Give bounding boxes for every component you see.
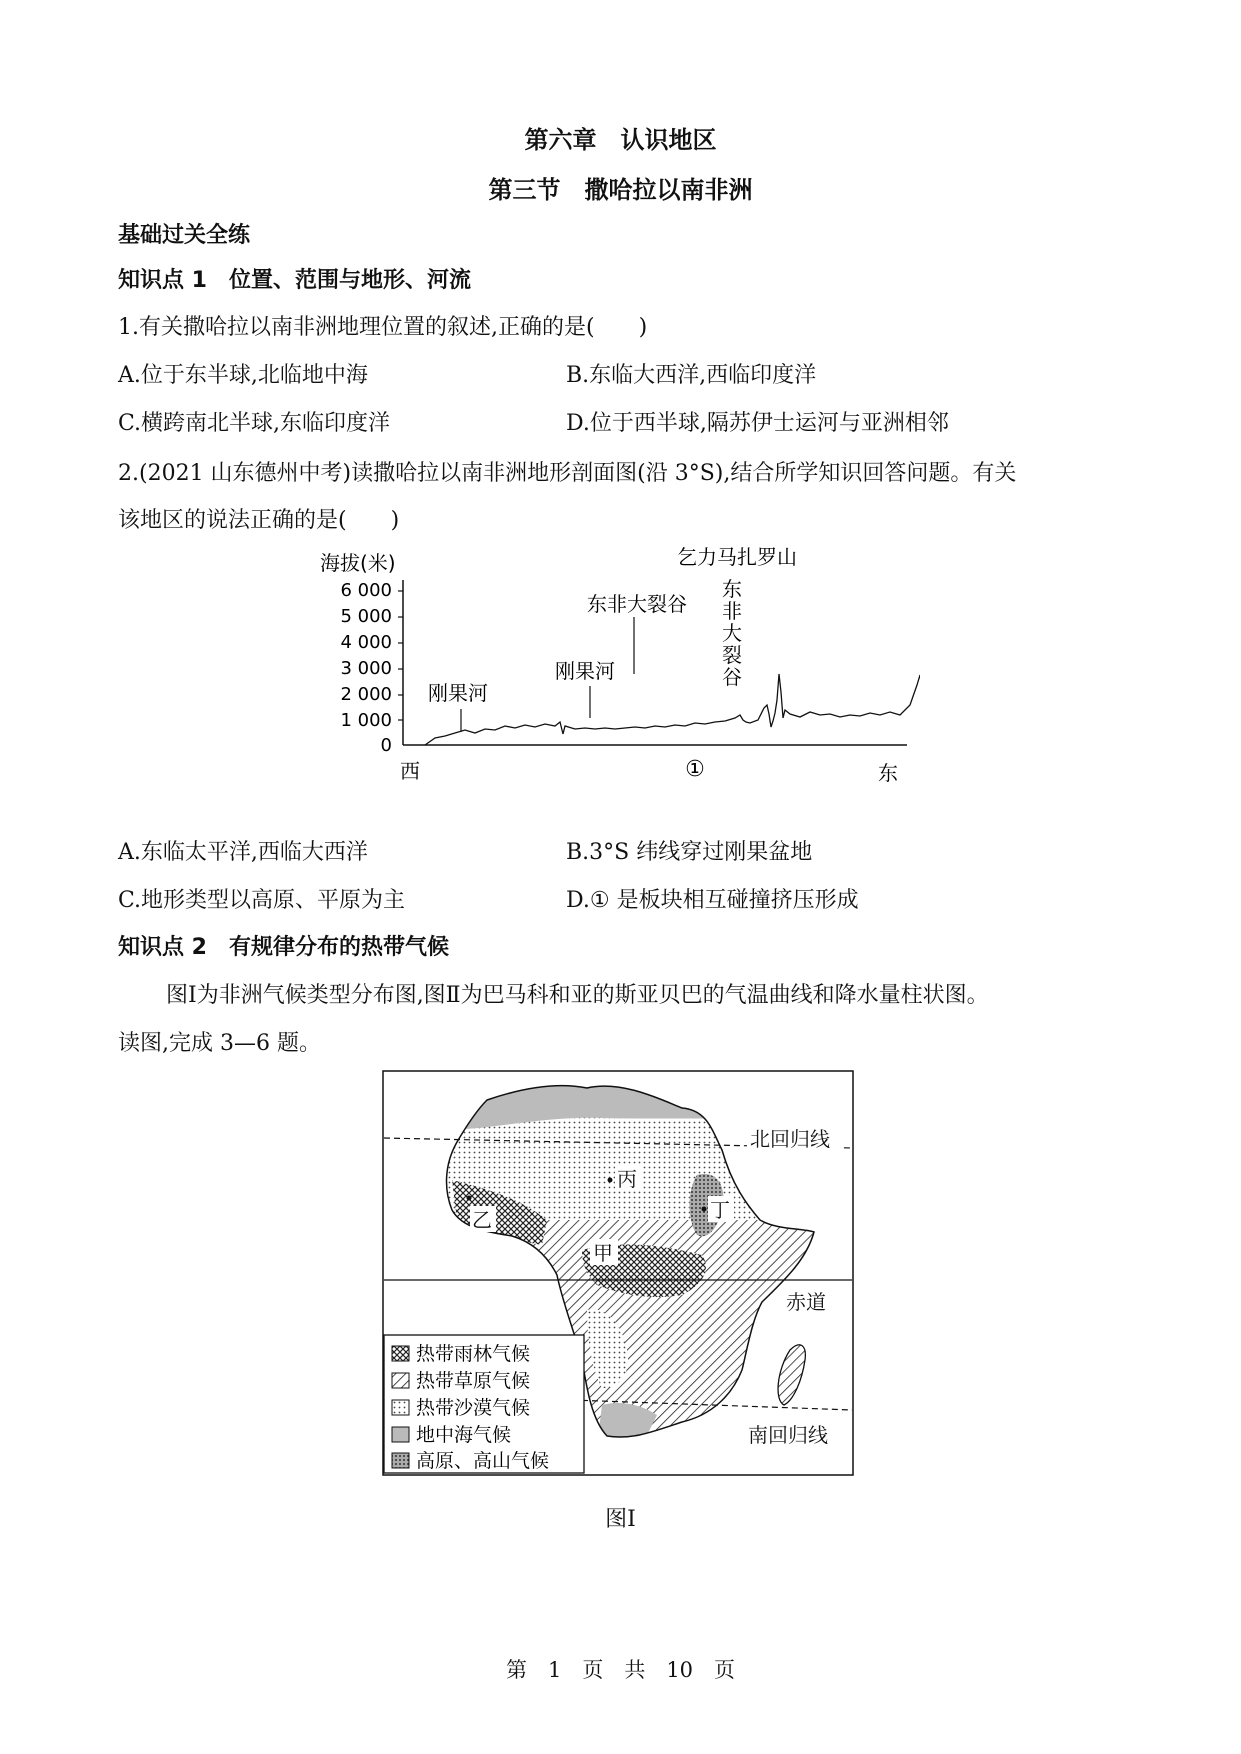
- basic-heading: 基础过关全练: [118, 223, 251, 248]
- label-kilimanjaro: 乞力马扎罗山: [677, 545, 797, 569]
- point-ding: [702, 1207, 707, 1212]
- question-1-option-c: C.横跨南北半球,东临印度洋: [118, 411, 391, 436]
- label-west: 西: [400, 759, 420, 783]
- label-congo-river-2: 刚果河: [555, 659, 615, 683]
- label-rift-vertical-2: 非: [722, 599, 742, 623]
- label-tropic-south: 南回归线: [748, 1423, 828, 1447]
- label-rift-vertical-4: 裂: [722, 643, 742, 667]
- label-marker-1: ①: [685, 757, 705, 782]
- question-1-option-b: B.东临大西洋,西临印度洋: [566, 363, 817, 388]
- label-jia: 甲: [593, 1241, 613, 1265]
- section-title: 第三节 撒哈拉以南非洲: [488, 176, 753, 204]
- label-tropic-north: 北回归线: [750, 1127, 830, 1151]
- terrain-profile-line: [425, 632, 920, 745]
- label-rift-vertical-3: 大: [722, 621, 742, 645]
- question-1-option-d: D.位于西半球,隔苏伊士运河与亚洲相邻: [566, 411, 949, 436]
- label-yi: 乙: [472, 1208, 492, 1232]
- label-east-african-rift: 东非大裂谷: [587, 592, 687, 616]
- intro-line-1: 图Ⅰ为非洲气候类型分布图,图Ⅱ为巴马科和亚的斯亚贝巴的气温曲线和降水量柱状图。: [166, 983, 989, 1008]
- ytick-5000: 5 000: [340, 606, 392, 627]
- point-yi: [467, 1196, 472, 1201]
- legend-savanna: 热带草原气候: [416, 1370, 531, 1392]
- map-legend: [384, 1335, 584, 1473]
- question-2-option-a: A.东临太平洋,西临大西洋: [118, 840, 368, 865]
- label-rift-vertical-1: 东: [722, 577, 742, 601]
- ytick-2000: 2 000: [340, 684, 392, 705]
- africa-climate-map: [382, 1070, 854, 1476]
- label-equator: 赤道: [786, 1290, 826, 1314]
- question-2-option-b: B.3°S 纬线穿过刚果盆地: [566, 840, 813, 865]
- legend-highland: 高原、高山气候: [416, 1450, 550, 1472]
- map-caption: 图Ⅰ: [605, 1507, 636, 1532]
- knowledge-point-2: 知识点 2 有规律分布的热带气候: [118, 935, 449, 960]
- intro-line-2: 读图,完成 3—6 题。: [118, 1031, 321, 1056]
- question-2-option-c: C.地形类型以高原、平原为主: [118, 888, 406, 913]
- terrain-profile-chart: [300, 540, 920, 790]
- legend-rainforest: 热带雨林气候: [416, 1343, 531, 1365]
- label-congo-river-1: 刚果河: [428, 681, 488, 705]
- legend-mediterranean: 地中海气候: [416, 1424, 512, 1446]
- question-2-option-d: D.① 是板块相互碰撞挤压形成: [566, 888, 859, 913]
- label-ding: 丁: [710, 1198, 730, 1222]
- ytick-3000: 3 000: [340, 658, 392, 679]
- profile-ylabel: 海拔(米): [320, 551, 396, 575]
- label-bing: 丙: [617, 1167, 637, 1191]
- page-footer: 第 1 页 共 10 页: [505, 1658, 736, 1682]
- legend-desert: 热带沙漠气候: [416, 1397, 531, 1419]
- knowledge-point-1: 知识点 1 位置、范围与地形、河流: [118, 268, 471, 293]
- question-2-stem-line1: 2.(2021 山东德州中考)读撒哈拉以南非洲地形剖面图(沿 3°S),结合所学知识回答问题。有关: [118, 461, 1017, 486]
- point-bing: [608, 1178, 613, 1183]
- chapter-title: 第六章 认识地区: [524, 126, 717, 154]
- question-1-option-a: A.位于东半球,北临地中海: [118, 363, 368, 388]
- ytick-6000: 6 000: [340, 580, 392, 601]
- label-east: 东: [878, 761, 898, 785]
- ytick-1000: 1 000: [340, 710, 392, 731]
- question-2-stem-line2: 该地区的说法正确的是( ): [118, 508, 400, 533]
- question-1-stem: 1.有关撒哈拉以南非洲地理位置的叙述,正确的是( ): [118, 315, 648, 340]
- label-rift-vertical-5: 谷: [722, 665, 742, 689]
- ytick-4000: 4 000: [340, 632, 392, 653]
- ytick-0: 0: [380, 735, 392, 756]
